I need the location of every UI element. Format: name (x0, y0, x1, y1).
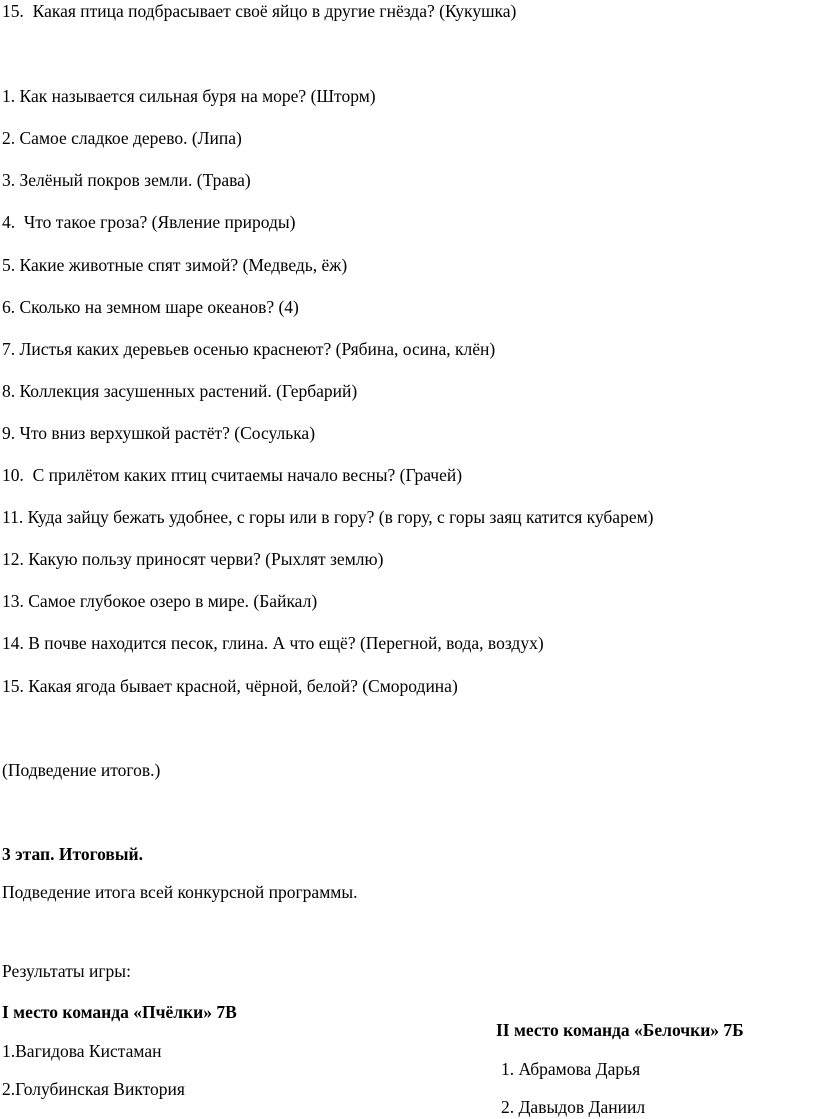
question-item: 12. Какую пользу приносят черви? (Рыхлят землю) (2, 549, 384, 569)
second-place-title: II место команда «Белочки» 7Б (496, 1019, 744, 1040)
question-item: 15. Какая ягода бывает красной, чёрной, белой? (Смородина) (2, 676, 458, 696)
question-item: 1. Как называется сильная буря на море? (Шторм) (2, 86, 376, 106)
question-item: 7. Листья каких деревьев осенью краснеют? (Рябина, осина, клён) (2, 339, 496, 359)
question-item: 5. Какие животные спят зимой? (Медведь, ёж) (2, 255, 348, 275)
stage-heading: 3 этап. Итоговый. (2, 844, 143, 864)
question-item: 4. Что такое гроза? (Явление природы) (2, 212, 296, 232)
question-item: 9. Что вниз верхушкой растёт? (Сосулька) (2, 423, 316, 443)
stage-description: Подведение итога всей конкурсной программы. (2, 882, 358, 902)
question-item: 11. Куда зайцу бежать удобнее, с горы или в гору? (в гору, с горы заяц катится кубарем) (2, 507, 654, 527)
question-item: 8. Коллекция засушенных растений. (Гербарий) (2, 381, 358, 401)
question-item: 14. В почве находится песок, глина. А что ещё? (Перегной, вода, воздух) (2, 633, 544, 653)
intro-question: 15. Какая птица подбрасывает своё яйцо в другие гнёзда? (Кукушка) (2, 1, 517, 21)
results-label: Результаты игры: (2, 961, 131, 981)
second-place-member: 2. Давыдов Даниил (501, 1096, 646, 1117)
question-item: 10. С прилётом каких птиц считаемы начало весны? (Грачей) (2, 465, 463, 485)
summary-note: (Подведение итогов.) (2, 760, 161, 780)
first-place-title: I место команда «Пчёлки» 7В (2, 1002, 237, 1022)
question-item: 3. Зелёный покров земли. (Трава) (2, 170, 251, 190)
first-place-member: 1.Вагидова Кистаман (2, 1041, 162, 1061)
question-item: 13. Самое глубокое озеро в мире. (Байкал) (2, 591, 318, 611)
question-item: 2. Самое сладкое дерево. (Липа) (2, 128, 242, 148)
first-place-member: 2.Голубинская Виктория (2, 1079, 185, 1099)
question-item: 6. Сколько на земном шаре океанов? (4) (2, 297, 299, 317)
second-place-member: 1. Абрамова Дарья (501, 1058, 641, 1079)
